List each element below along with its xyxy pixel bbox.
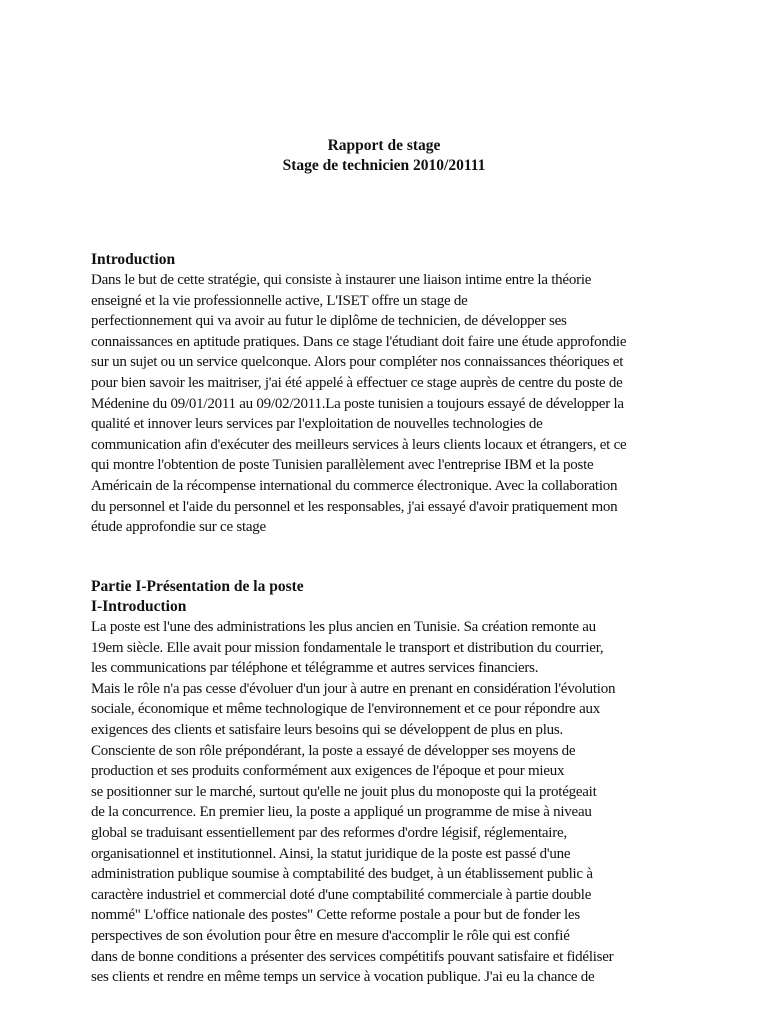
text-line: organisationnel et institutionnel. Ainsi, la statut juridique de la poste est passé d'une xyxy=(91,845,571,862)
text-line: enseigné et la vie professionnelle active, L'ISET offre un stage de xyxy=(91,292,468,309)
partie-1-section xyxy=(91,577,711,988)
text-line: de la concurrence. En premier lieu, la poste a appliqué un programme de mise à niveau xyxy=(91,804,592,821)
partie-1-subheading: I-Introduction xyxy=(91,598,187,615)
text-line: se positionner sur le marché, surtout qu'elle ne jouit plus du monoposte qui la protégeait xyxy=(91,783,597,800)
text-line: Médenine du 09/01/2011 au 09/02/2011.La poste tunisien a toujours essayé de développer la xyxy=(91,395,624,412)
text-line: exigences des clients et satisfaire leurs besoins qui se développent de plus en plus. xyxy=(91,721,563,738)
text-line: Consciente de son rôle prépondérant, la poste a essayé de développer ses moyens de xyxy=(91,742,576,759)
text-line: les communications par téléphone et télégramme et autres services financiers. xyxy=(91,660,539,677)
text-line: production et ses produits conformément aux exigences de l'époque et pour mieux xyxy=(91,763,565,780)
introduction-heading: Introduction xyxy=(91,251,176,268)
text-line: perspectives de son évolution pour être en mesure d'accomplir le rôle qui est confié xyxy=(91,927,570,944)
text-line: connaissances en aptitude pratiques. Dans ce stage l'étudiant doit faire une étude approfondie xyxy=(91,333,627,350)
text-line: 19em siècle. Elle avait pour mission fondamentale le transport et distribution du courrier, xyxy=(91,639,604,656)
partie-1-heading: Partie I-Présentation de la poste xyxy=(91,578,304,595)
text-line: La poste est l'une des administrations les plus ancien en Tunisie. Sa création remonte au xyxy=(91,619,596,635)
text-line: administration publique soumise à comptabilité des budget, à un établissement public à xyxy=(91,866,593,883)
text-line: du personnel et l'aide du personnel et les responsables, j'ai essayé d'avoir pratiquement mon xyxy=(91,498,618,515)
report-subtitle: Stage de technicien 2010/20111 xyxy=(282,157,486,174)
introduction-section xyxy=(91,250,711,538)
text-line: communication afin d'exécuter des meilleurs services à leurs clients locaux et étrangers, et ce xyxy=(91,436,627,453)
text-line: perfectionnement qui va avoir au futur le diplôme de technicien, de développer ses xyxy=(91,313,567,330)
text-line: dans de bonne conditions a présenter des services compétitifs pouvant satisfaire et fidéliser xyxy=(91,948,614,965)
text-line: qui montre l'obtention de poste Tunisien parallèlement avec l'entreprise IBM et la poste xyxy=(91,457,594,474)
text-line: sociale, économique et même technologique de l'environnement et ce pour répondre aux xyxy=(91,701,601,718)
text-line: Mais le rôle n'a pas cesse d'évoluer d'un jour à autre en prenant en considération l'évolution xyxy=(91,680,616,697)
text-line: qualité et innover leurs services par l'exploitation de nouvelles technologies de xyxy=(91,416,543,433)
text-line: étude approfondie sur ce stage xyxy=(91,519,266,536)
title-block xyxy=(0,136,768,176)
text-line: global se traduisant essentiellement par des reformes d'ordre légisif, réglementaire, xyxy=(91,824,567,841)
introduction-paragraph xyxy=(91,270,711,538)
text-line: Dans le but de cette stratégie, qui consiste à instaurer une liaison intime entre la théorie xyxy=(91,272,592,288)
text-line: nommé" L'office nationale des postes" Cette reforme postale a pour but de fonder les xyxy=(91,907,580,924)
text-line: Américain de la récompense international du commerce électronique. Avec la collaboration xyxy=(91,477,618,494)
text-line: ses clients et rendre en même temps un service à vocation publique. J'ai eu la chance de xyxy=(91,969,595,986)
text-line: caractère industriel et commercial doté d'une comptabilité commerciale à partie double xyxy=(91,886,592,903)
report-title: Rapport de stage xyxy=(327,137,441,154)
text-line: pour bien savoir les maitriser, j'ai été appelé à effectuer ce stage auprès de centre du poste de xyxy=(91,374,623,391)
partie-1-paragraph xyxy=(91,617,711,988)
text-line: sur un sujet ou un service quelconque. Alors pour compléter nos connaissances théoriques et xyxy=(91,354,624,371)
